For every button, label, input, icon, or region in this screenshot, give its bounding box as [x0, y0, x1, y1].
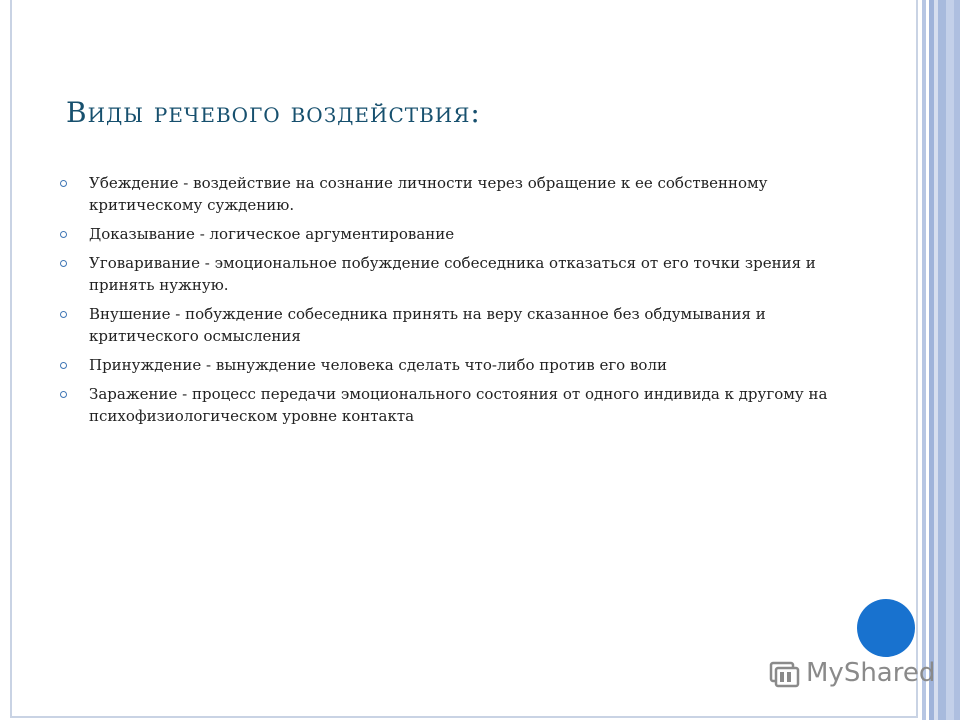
list-item-text: Внушение - побуждение собеседника принять на веру сказанное без обдумывания и критического осмысления	[89, 305, 766, 345]
list-item	[58, 172, 828, 216]
list-item-text: Доказывание - логическое аргументирование	[89, 225, 455, 243]
decorative-side-stripes	[920, 0, 960, 720]
list-item	[58, 383, 828, 427]
watermark-logo[interactable]	[768, 655, 935, 691]
bullet-circle-icon	[60, 311, 67, 318]
list-item	[58, 252, 828, 296]
list-item	[58, 354, 828, 376]
list-item-text: Принуждение - вынуждение человека сделать что-либо против его воли	[89, 356, 667, 374]
list-item-text: Заражение - процесс передачи эмоционального состояния от одного индивида к другому на психофизиологическом уровне контакта	[89, 385, 828, 425]
bullet-circle-icon	[60, 231, 67, 238]
list-item-text: Уговаривание - эмоциональное побуждение собеседника отказаться от его точки зрения и принять нужную.	[89, 254, 816, 294]
bullet-list	[58, 172, 828, 434]
watermark-text: MyShared	[806, 658, 936, 688]
list-item	[58, 223, 828, 245]
bullet-circle-icon	[60, 260, 67, 267]
myshared-logo-icon	[768, 657, 800, 689]
bullet-circle-icon	[60, 362, 67, 369]
decorative-blue-circle	[857, 599, 915, 657]
bullet-circle-icon	[60, 391, 67, 398]
bullet-circle-icon	[60, 180, 67, 187]
slide-title: Виды речевого воздействия:	[66, 96, 481, 129]
list-item-text: Убеждение - воздействие на сознание личности через обращение к ее собственному критическому суждению.	[89, 174, 768, 214]
list-item	[58, 303, 828, 347]
